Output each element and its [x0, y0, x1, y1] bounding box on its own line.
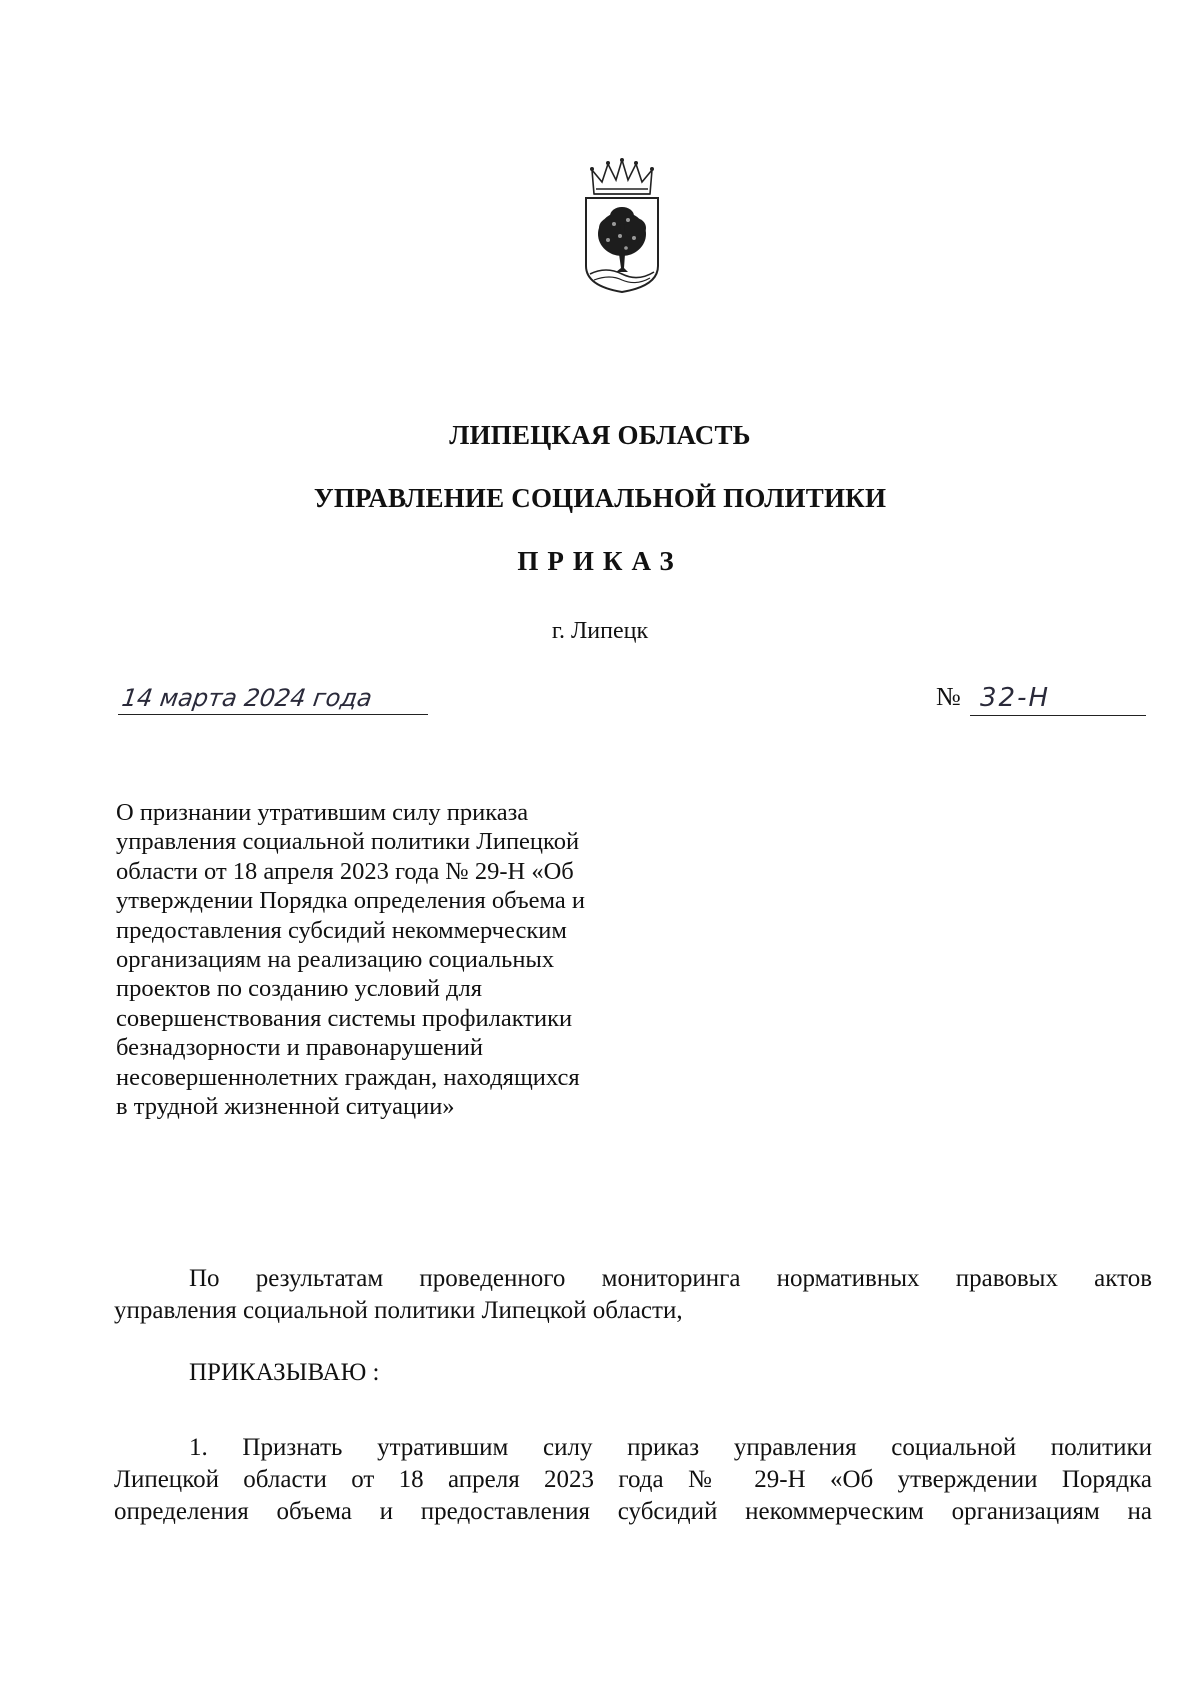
order-number-field	[936, 680, 1146, 716]
department-title: УПРАВЛЕНИЕ СОЦИАЛЬНОЙ ПОЛИТИКИ	[313, 483, 887, 513]
order-directive: ПРИКАЗЫВАЮ :	[189, 1359, 380, 1386]
subject-line: проектов по созданию условий для	[116, 975, 483, 1003]
item-line: определения объема и предоставления субсидий некоммерческим организациям на	[114, 1498, 1152, 1525]
number-underline	[970, 683, 1146, 716]
subject-line: в трудной жизненной ситуации»	[116, 1093, 455, 1121]
order-subject	[116, 798, 676, 1121]
city-line: г. Липецк	[551, 618, 649, 644]
document-type-title: ПРИКАЗ	[517, 546, 683, 576]
item-line: 1. Признать утратившим силу приказ управления социальной политики	[189, 1434, 1152, 1461]
subject-line: совершенствования системы профилактики	[116, 1004, 573, 1032]
subject-line: безнадзорности и правонарушений	[116, 1034, 483, 1062]
coat-of-arms-icon	[580, 158, 664, 296]
handwritten-date: 14 марта 2024 года	[120, 684, 374, 712]
intro-line: управления социальной политики Липецкой области,	[114, 1297, 683, 1324]
subject-line: предоставления субсидий некоммерческим	[116, 916, 567, 944]
handwritten-number: 32-Н	[980, 683, 1051, 713]
subject-line: несовершеннолетних граждан, находящихся	[116, 1063, 580, 1091]
item-line: Липецкой области от 18 апреля 2023 года № 29-Н «Об утверждении Порядка	[114, 1466, 1152, 1493]
intro-paragraph	[114, 1263, 1152, 1327]
number-sign: №	[936, 682, 961, 711]
order-item-1	[114, 1432, 1152, 1528]
date-field	[118, 678, 428, 715]
subject-line: управления социальной политики Липецкой	[116, 828, 580, 856]
subject-line: организациям на реализацию социальных	[116, 946, 555, 974]
subject-line: О признании утратившим силу приказа	[116, 799, 529, 826]
intro-line: По результатам проведенного мониторинга нормативных правовых актов	[189, 1265, 1152, 1292]
subject-line: области от 18 апреля 2023 года № 29-Н «Об	[116, 857, 574, 885]
subject-line: утверждении Порядка определения объема и	[116, 887, 586, 915]
region-title: ЛИПЕЦКАЯ ОБЛАСТЬ	[449, 420, 751, 450]
